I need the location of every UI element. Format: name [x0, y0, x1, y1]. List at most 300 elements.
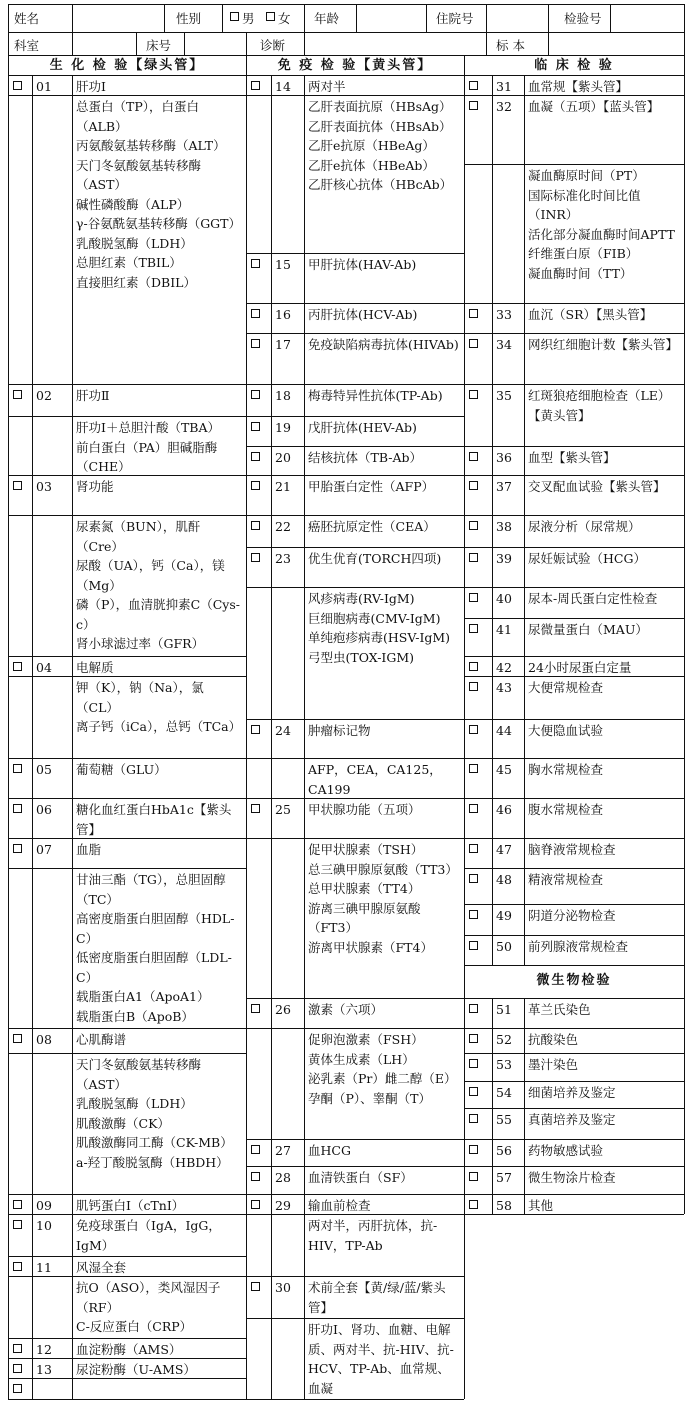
item-number: 16 [275, 307, 291, 322]
test-checkbox[interactable] [13, 1200, 22, 1209]
border-top [8, 4, 684, 5]
test-checkbox[interactable] [13, 1262, 22, 1271]
item-name: 尿本-周氏蛋白定性检查 [528, 591, 658, 606]
divider-header-2 [222, 4, 223, 32]
item-number [32, 1378, 72, 1399]
item-name: 尿淀粉酶（U-AMS） [76, 1362, 196, 1377]
item-name: 血HCG [308, 1143, 351, 1158]
item-detail: 总蛋白（TP），白蛋白（ALB） 丙氨酸氨基转移酶（ALT） 天门冬氨酸氨基转移酶（AST） 碱性磷酸酶（ALP） γ-谷氨酰氨基转移酶（GGT） 乳酸脱氢酶（LDH） 总胆红素（TBIL） 直接胆红素（DBIL） [76, 99, 242, 290]
item-name: 电解质 [76, 660, 114, 675]
item-detail: 肝功I、肾功、血糖、电解质、两对半、抗-HIV、抗-HCV、TP-Ab、血常规、血凝 [308, 1322, 454, 1396]
item-name: 血脂 [76, 842, 102, 857]
test-checkbox[interactable] [13, 1034, 22, 1043]
divider [492, 475, 493, 515]
item-number: 38 [496, 519, 512, 534]
test-checkbox[interactable] [251, 521, 260, 530]
item-name: 胸水常规检查 [528, 762, 604, 777]
test-no-field[interactable] [610, 4, 682, 32]
item-number: 17 [275, 337, 291, 352]
divider [492, 515, 493, 547]
item-number: 06 [36, 802, 52, 817]
item-name: 血淀粉酶（AMS） [76, 1342, 182, 1357]
item-name: 网织红细胞计数【紫头管】 [528, 337, 679, 352]
divider [524, 475, 525, 515]
item-name: 尿妊娠试验（HCG） [528, 551, 646, 566]
test-checkbox[interactable] [13, 1384, 22, 1393]
test-checkbox[interactable] [251, 390, 260, 399]
divider [271, 1318, 272, 1399]
test-checkbox[interactable] [469, 1114, 478, 1123]
test-checkbox[interactable] [469, 941, 478, 950]
divider [271, 475, 272, 515]
divider [271, 253, 272, 303]
test-checkbox[interactable] [469, 624, 478, 633]
divider [524, 998, 525, 1028]
test-checkbox[interactable] [469, 874, 478, 883]
item-name: 肝功Ⅱ [76, 388, 110, 403]
test-checkbox[interactable] [251, 1145, 260, 1154]
item-name: 腹水常规检查 [528, 802, 604, 817]
divider [524, 656, 525, 676]
test-checkbox[interactable] [469, 452, 478, 461]
diagnosis-label: 诊断 [260, 38, 286, 53]
female-label: 女 [278, 11, 291, 26]
divider [32, 1028, 33, 1053]
dept-field[interactable] [72, 34, 136, 54]
test-checkbox[interactable] [251, 81, 260, 90]
test-checkbox[interactable] [469, 390, 478, 399]
test-checkbox[interactable] [13, 1220, 22, 1229]
divider [32, 75, 33, 95]
immuno-header: 免 疫 检 验【黄头管】 [277, 58, 433, 73]
divider [72, 1214, 73, 1256]
divider [492, 1053, 493, 1081]
test-checkbox[interactable] [469, 725, 478, 734]
item-name: 肾功能 [76, 479, 114, 494]
name-label: 姓名 [14, 11, 40, 26]
divider [271, 838, 272, 998]
test-checkbox[interactable] [251, 1172, 260, 1181]
item-number: 05 [36, 762, 52, 777]
divider [72, 1378, 73, 1399]
test-checkbox[interactable] [251, 422, 260, 431]
divider [304, 515, 305, 547]
divider [304, 253, 305, 303]
divider [492, 1108, 493, 1139]
item-number: 49 [496, 908, 512, 923]
test-checkbox[interactable] [469, 764, 478, 773]
item-number: 29 [275, 1198, 291, 1213]
row-line-bottom [464, 1214, 684, 1215]
divider [72, 758, 73, 798]
item-number: 23 [275, 551, 291, 566]
test-checkbox[interactable] [251, 339, 260, 348]
divider [304, 838, 305, 998]
divider [524, 446, 525, 475]
test-checkbox[interactable] [251, 481, 260, 490]
divider [524, 547, 525, 587]
item-number: 14 [275, 79, 291, 94]
divider [524, 838, 525, 868]
item-number: 03 [36, 479, 52, 494]
item-number: 20 [275, 450, 291, 465]
divider [492, 676, 493, 719]
item-detail: 促甲状腺素（TSH） 总三碘甲腺原氨酸（TT3） 总甲状腺素（TT4） 游离三碘甲腺原氨酸（FT3） 游离甲状腺素（FT4） [308, 842, 458, 955]
item-name: 尿微量蛋白（MAU） [528, 622, 648, 637]
item-number: 46 [496, 802, 512, 817]
divider [32, 676, 33, 758]
divider [304, 1214, 305, 1276]
divider [32, 1276, 33, 1338]
item-detail: 天门冬氨酸氨基转移酶（AST） 乳酸脱氢酶（LDH） 肌酸激酶（CK） 肌酸激酶同工酶（CK-MB） a-羟丁酸脱氢酶（HBDH） [76, 1057, 233, 1170]
item-name: 细菌培养及鉴定 [528, 1085, 616, 1100]
item-name: 精液常规检查 [528, 872, 604, 887]
item-number: 37 [496, 479, 512, 494]
item-number: 34 [496, 337, 512, 352]
test-checkbox[interactable] [469, 1172, 478, 1181]
item-name: 肌钙蛋白Ⅰ（cTnI） [76, 1198, 185, 1213]
item-number: 42 [496, 660, 512, 675]
item-name: 优生优育(TORCH四项) [308, 551, 442, 566]
item-number: 27 [275, 1143, 291, 1158]
item-name: 血型【紫头管】 [528, 450, 616, 465]
divider [492, 838, 493, 868]
test-checkbox[interactable] [469, 682, 478, 691]
divider-header2-3 [246, 32, 247, 55]
test-checkbox[interactable] [13, 844, 22, 853]
item-number: 44 [496, 723, 512, 738]
divider [304, 1194, 305, 1214]
test-no-label: 检验号 [564, 11, 602, 26]
divider [72, 1028, 73, 1053]
divider [492, 303, 493, 333]
item-number: 56 [496, 1143, 512, 1158]
clinical-header: 临 床 检 验 [534, 58, 614, 73]
divider [72, 515, 73, 656]
item-name: 免疫球蛋白（IgA，IgG，IgM） [76, 1218, 221, 1253]
test-checkbox[interactable] [13, 481, 22, 490]
divider [32, 838, 33, 868]
item-number: 24 [275, 723, 291, 738]
divider [32, 515, 33, 656]
test-checkbox[interactable] [469, 1034, 478, 1043]
divider [524, 75, 525, 95]
male-label: 男 [242, 11, 255, 26]
divider [524, 333, 525, 384]
test-checkbox[interactable] [469, 339, 478, 348]
item-detail: 肝功Ⅰ＋总胆汁酸（TBA） 前白蛋白（PA）胆碱脂酶（CHE） [76, 420, 220, 474]
item-number: 31 [496, 79, 512, 94]
item-name: 阴道分泌物检查 [528, 908, 616, 923]
divider [72, 868, 73, 1028]
item-name: 其他 [528, 1198, 554, 1213]
name-field[interactable] [72, 4, 164, 32]
item-name: 丙肝抗体(HCV-Ab) [308, 307, 418, 322]
divider-header2-2 [184, 32, 185, 55]
divider [32, 1358, 33, 1378]
divider [304, 1318, 305, 1399]
divider [524, 676, 525, 719]
divider [524, 904, 525, 935]
divider [304, 1166, 305, 1194]
item-name: 输血前检查 [308, 1198, 371, 1213]
test-checkbox[interactable] [251, 1282, 260, 1291]
test-checkbox[interactable] [13, 390, 22, 399]
test-checkbox[interactable] [469, 910, 478, 919]
item-number: 28 [275, 1170, 291, 1185]
test-checkbox[interactable] [251, 725, 260, 734]
divider [524, 1194, 525, 1214]
divider [524, 515, 525, 547]
divider [32, 1338, 33, 1358]
item-name: 抗酸染色 [528, 1032, 579, 1047]
item-number: 19 [275, 420, 291, 435]
divider [32, 656, 33, 676]
divider [492, 758, 493, 798]
divider [304, 1028, 305, 1139]
divider [271, 758, 272, 798]
test-checkbox[interactable] [469, 593, 478, 602]
divider [271, 416, 272, 446]
bed-field[interactable] [185, 34, 245, 54]
divider [524, 868, 525, 904]
item-detail: AFP，CEA，CA125，CA199 [308, 762, 442, 797]
divider [72, 384, 73, 416]
test-checkbox[interactable] [469, 1004, 478, 1013]
divider [492, 1166, 493, 1194]
test-checkbox[interactable] [251, 1004, 260, 1013]
item-detail: 乙肝表面抗原（HBsAg） 乙肝表面抗体（HBsAb） 乙肝e抗原（HBeAg） 乙肝e抗体（HBeAb） 乙肝核心抗体（HBcAb） [308, 99, 453, 192]
item-number: 26 [275, 1002, 291, 1017]
divider [492, 719, 493, 758]
test-checkbox[interactable] [251, 804, 260, 813]
divider [72, 1338, 73, 1358]
divider [492, 935, 493, 965]
divider [524, 935, 525, 965]
divider [72, 1358, 73, 1378]
item-detail: 钾（K），钠（Na），氯（CL） 离子钙（iCa），总钙（TCa） [76, 680, 242, 734]
divider-header-0 [72, 4, 73, 32]
divider [32, 758, 33, 798]
item-name: 脑脊液常规检查 [528, 842, 616, 857]
divider [72, 75, 73, 95]
item-name: 尿液分析（尿常规） [528, 519, 641, 534]
divider [492, 333, 493, 384]
divider-header2-4 [304, 32, 305, 55]
divider [271, 547, 272, 587]
divider [32, 1378, 33, 1399]
item-name [72, 1378, 246, 1399]
test-checkbox[interactable] [469, 553, 478, 562]
divider [32, 1053, 33, 1194]
item-detail: 凝血酶原时间（PT） 国际标准化时间比值（INR） 活化部分凝血酶时间APTT 纤维蛋白原（FIB） 凝血酶时间（TT） [528, 168, 675, 281]
divider [304, 798, 305, 838]
item-number: 13 [36, 1362, 52, 1377]
test-checkbox[interactable] [469, 481, 478, 490]
test-checkbox[interactable] [251, 259, 260, 268]
test-checkbox[interactable] [13, 1364, 22, 1373]
divider [524, 164, 525, 303]
item-number: 09 [36, 1198, 52, 1213]
item-number: 10 [36, 1218, 52, 1233]
item-number: 22 [275, 519, 291, 534]
test-checkbox[interactable] [251, 553, 260, 562]
age-label: 年龄 [314, 11, 340, 26]
divider [304, 75, 305, 95]
item-number: 58 [496, 1198, 512, 1213]
border-right [684, 4, 685, 1214]
item-number: 43 [496, 680, 512, 695]
specimen-label: 标 本 [496, 38, 525, 53]
item-detail: 甘油三酯（TG），总胆固醇（TC） 高密度脂蛋白胆固醇（HDL-C） 低密度脂蛋白胆固醇（LDL-C） 载脂蛋白A1（ApoA1） 载脂蛋白B（ApoB） [76, 872, 235, 1024]
item-name: 风湿全套 [76, 1260, 127, 1275]
divider [492, 1081, 493, 1108]
divider [32, 868, 33, 1028]
divider [32, 1194, 33, 1214]
test-checkbox[interactable] [13, 764, 22, 773]
item-number: 36 [496, 450, 512, 465]
divider [492, 998, 493, 1028]
item-number: 40 [496, 591, 512, 606]
divider [492, 868, 493, 904]
test-checkbox[interactable] [469, 1087, 478, 1096]
test-checkbox[interactable] [469, 521, 478, 530]
divider-colhead-1 [464, 55, 465, 75]
item-name: 24小时尿蛋白定量 [528, 660, 632, 675]
test-checkbox[interactable] [469, 844, 478, 853]
item-name: 血凝（五项）【蓝头管】 [528, 99, 660, 114]
divider-header-8 [610, 4, 611, 32]
divider [492, 1028, 493, 1053]
divider [271, 303, 272, 333]
test-checkbox[interactable] [13, 804, 22, 813]
item-name: 甲肝抗体(HAV-Ab) [308, 257, 417, 272]
divider [271, 1214, 272, 1276]
item-name: 真菌培养及鉴定 [528, 1112, 616, 1127]
item-number: 15 [275, 257, 291, 272]
divider [524, 587, 525, 618]
test-checkbox[interactable] [469, 101, 478, 110]
divider [492, 1194, 493, 1214]
item-number: 57 [496, 1170, 512, 1185]
item-detail: 风疹病毒(RV-IgM) 巨细胞病毒(CMV-IgM) 单纯疱疹病毒(HSV-IgM) 弓型虫(TOX-IGM) [308, 591, 451, 665]
age-field[interactable] [358, 4, 426, 32]
item-number: 08 [36, 1032, 52, 1047]
item-number: 35 [496, 388, 512, 403]
specimen-field[interactable] [552, 34, 682, 54]
item-name: 戊肝抗体(HEV-Ab) [308, 420, 417, 435]
test-checkbox[interactable] [13, 1344, 22, 1353]
divider-header-5 [426, 4, 427, 32]
divider [524, 1028, 525, 1053]
divider [271, 1194, 272, 1214]
test-checkbox[interactable] [469, 804, 478, 813]
test-checkbox[interactable] [469, 1145, 478, 1154]
divider [304, 547, 305, 587]
test-checkbox[interactable] [251, 1200, 260, 1209]
item-name: 前列腺液常规检查 [528, 939, 629, 954]
item-number: 02 [36, 388, 52, 403]
border-col1-col2 [246, 75, 247, 1399]
item-number: 55 [496, 1112, 512, 1127]
test-checkbox[interactable] [469, 81, 478, 90]
divider [72, 1053, 73, 1194]
item-name: 肿瘤标记物 [308, 723, 371, 738]
divider [32, 475, 33, 515]
divider [304, 384, 305, 416]
divider [271, 95, 272, 253]
test-checkbox[interactable] [469, 309, 478, 318]
item-number: 48 [496, 872, 512, 887]
divider [304, 303, 305, 333]
item-name: 梅毒特异性抗体(TP-Ab) [308, 388, 443, 403]
divider [524, 95, 525, 164]
divider [72, 656, 73, 676]
divider [32, 1214, 33, 1256]
test-checkbox[interactable] [13, 81, 22, 90]
divider [492, 446, 493, 475]
test-checkbox[interactable] [469, 1200, 478, 1209]
divider [524, 1139, 525, 1166]
divider [304, 998, 305, 1028]
divider-colhead-0 [246, 55, 247, 75]
divider [524, 758, 525, 798]
divider [492, 587, 493, 618]
item-name: 血沉（SR）【黑头管】 [528, 307, 653, 322]
divider [271, 75, 272, 95]
border-col2-col3 [464, 75, 465, 1399]
divider [271, 333, 272, 384]
item-number: 30 [275, 1280, 291, 1295]
border-header-row [8, 55, 684, 56]
item-number: 21 [275, 479, 291, 494]
divider [271, 384, 272, 416]
divider [524, 1053, 525, 1081]
test-checkbox[interactable] [251, 309, 260, 318]
admission-field[interactable] [486, 4, 548, 32]
divider [492, 75, 493, 95]
divider [72, 676, 73, 758]
item-name: 免疫缺陷病毒抗体(HIVAb) [308, 337, 459, 352]
divider [72, 1276, 73, 1338]
divider [72, 838, 73, 868]
divider [492, 95, 493, 164]
divider-header-4 [356, 4, 357, 32]
dept-label: 科室 [14, 38, 40, 53]
item-number: 39 [496, 551, 512, 566]
item-name: 交叉配血试验【紫头管】 [528, 479, 666, 494]
divider [271, 446, 272, 475]
test-checkbox[interactable] [469, 1059, 478, 1068]
divider [492, 904, 493, 935]
divider [524, 798, 525, 838]
divider [492, 1139, 493, 1166]
item-name: 术前全套【黄/绿/蓝/紫头管】 [308, 1280, 446, 1315]
divider [304, 1139, 305, 1166]
item-number: 45 [496, 762, 512, 777]
divider [524, 1108, 525, 1139]
item-number: 50 [496, 939, 512, 954]
test-checkbox[interactable] [469, 662, 478, 671]
divider [271, 1028, 272, 1139]
test-checkbox[interactable] [251, 452, 260, 461]
divider [304, 95, 305, 253]
test-checkbox[interactable] [13, 662, 22, 671]
item-number: 41 [496, 622, 512, 637]
divider [304, 758, 305, 798]
admission-label: 住院号 [436, 11, 474, 26]
diagnosis-field[interactable] [305, 34, 485, 54]
